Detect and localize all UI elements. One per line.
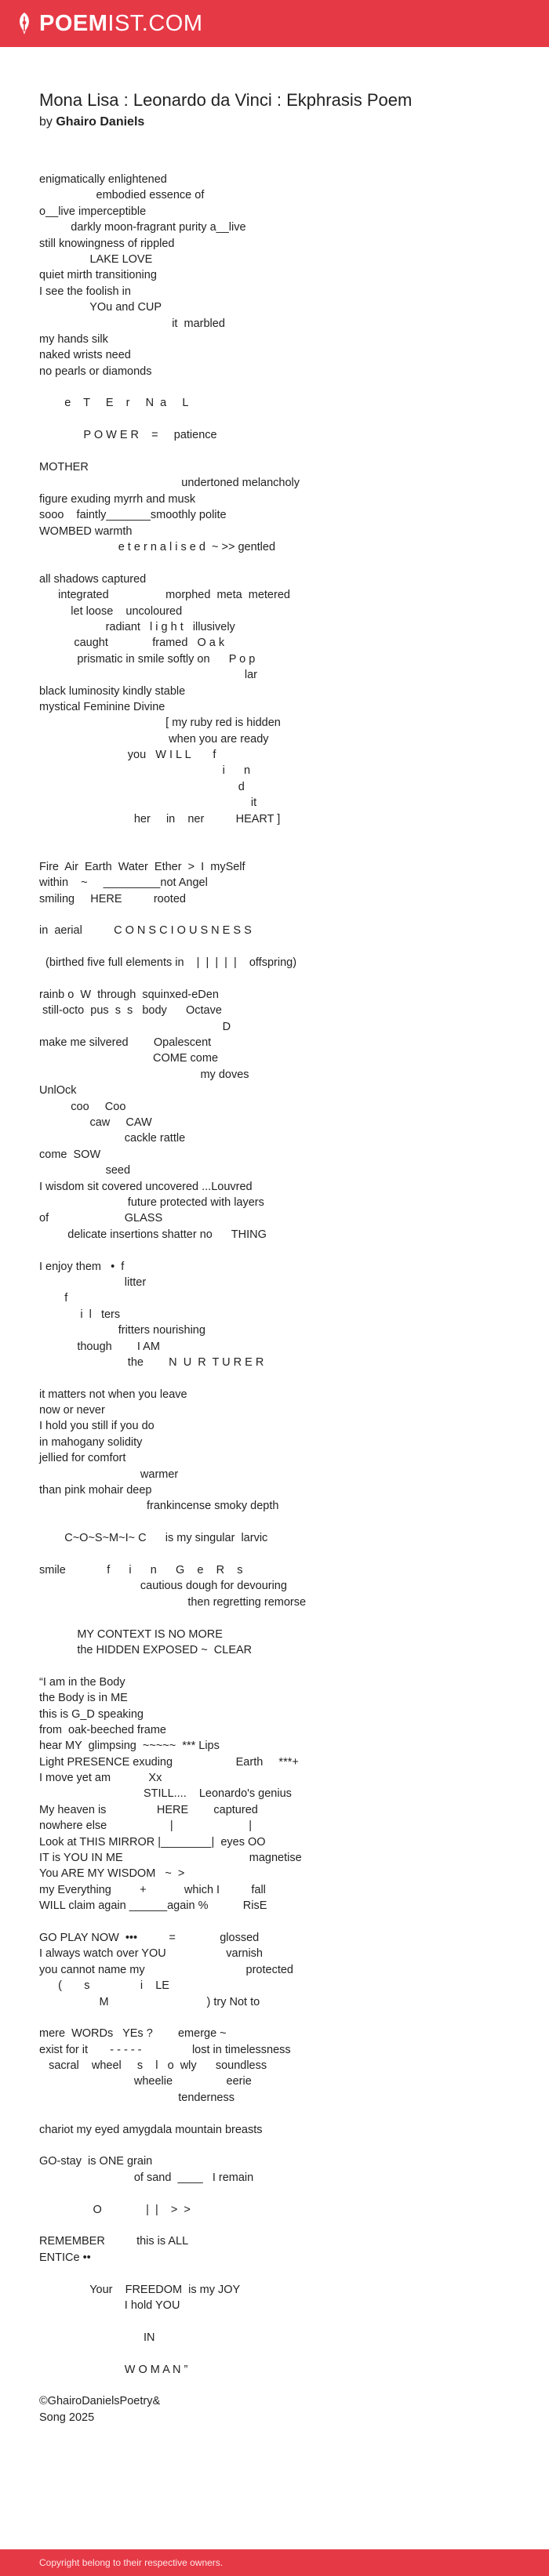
poem-line: integrated morphed meta metered [39,589,290,602]
author-link[interactable]: Ghairo Daniels [56,115,145,129]
poem-line: IT is YOU IN ME magnetise [39,1852,302,1865]
poem-line: delicate insertions shatter no THING [39,1228,267,1241]
poem-line: ENTICe •• [39,2251,91,2264]
poem-line: COME come [39,1052,219,1065]
poem-line: chariot my eyed amygdala mountain breasts [39,2123,263,2136]
poem-line: smile f i n G e R s [39,1563,243,1576]
poem-line: though I AM [39,1340,160,1353]
poem-body [39,172,525,2425]
poem-line: you cannot name my protected [39,1963,293,1976]
poem-line: rainb o W through squinxed-eDen [39,988,219,1001]
poem-line: IN [39,2331,155,2344]
poem-line: P O W E R = patience [39,429,217,442]
poem-line: come SOW [39,1148,101,1161]
poem-line: it matters not when you leave [39,1388,187,1401]
poem-line: now or never [39,1404,105,1417]
poem-line [39,379,525,395]
poem-line: [ my ruby red is hidden [39,717,281,730]
poem-line: cautious dough for devouring [39,1580,287,1593]
poem-line [39,907,525,923]
poem-line: cackle rattle [39,1132,186,1145]
poem-line [39,2138,525,2153]
poem-line [39,1610,525,1626]
poem-line: MOTHER [39,461,89,474]
poem-line: of sand ____ I remain [39,2171,254,2184]
poem-line: WOMBED warmth [39,524,133,538]
poem-line: than pink mohair deep [39,1484,152,1497]
poem-line: I see the foolish in [39,285,131,298]
poem-line: lar [39,669,257,682]
poem-line: within ~ _________not Angel [39,876,208,890]
poem-line: I hold YOU [39,2298,180,2312]
poem-line: smiling HERE rooted [39,892,186,905]
poem-line: Fire Air Earth Water Ether > I mySelf [39,860,245,873]
poem-line: i l ters [39,1308,121,1321]
poem-line: tenderness [39,2091,235,2104]
poem-line: mere WORDs YEs ? emerge ~ [39,2027,227,2041]
poem-line: sacral wheel s l o wly soundless [39,2059,267,2073]
poem-line: I hold you still if you do [39,1420,155,1433]
poem-line [39,827,525,843]
poem-line: warmer [39,1468,179,1481]
poem-line [39,971,525,987]
poem-line: radiant l i g h t illusively [39,620,235,633]
poem-line: still knowingness of rippled [39,237,175,250]
poem-line: my Everything + which I fall [39,1883,266,1896]
site-logo[interactable] [16,10,203,37]
poem-line [39,2378,525,2393]
poem-line [39,1547,525,1562]
poem-line: Light PRESENCE exuding Earth ***+ [39,1755,299,1769]
poem-line: YOu and CUP [39,301,162,314]
poem-line: prismatic in smile softly on P o p [39,652,256,666]
poem-line [39,2313,525,2329]
poem-line: W O M A N ” [39,2363,188,2376]
feather-pen-icon [16,12,33,35]
poem-line: quiet mirth transitioning [39,269,157,282]
poem-line: Look at THIS MIRROR |________| eyes OO [39,1835,266,1849]
poem-line: I move yet am Xx [39,1772,162,1785]
poem-line: the HIDDEN EXPOSED ~ CLEAR [39,1643,253,1656]
poem-line: future protected with layers [39,1196,264,1209]
poem-title: Mona Lisa : Leonardo da Vinci : Ekphrasis Poem [39,90,413,110]
poem-line: no pearls or diamonds [39,365,152,378]
poem-line: of GLASS [39,1212,163,1225]
poem-line: seed [39,1164,131,1177]
poem-line: frankincense smoky depth [39,1500,279,1513]
poem-line: nowhere else | | [39,1820,253,1833]
poem-line [39,2218,525,2233]
poem-line: d [39,780,245,793]
poem-line: embodied essence of [39,189,205,202]
poem-line: naked wrists need [39,349,131,362]
site-footer [0,2549,549,2576]
poem-line: o__live imperceptible [39,205,147,218]
poem-line [39,444,525,459]
poem-line: fritters nourishing [39,1324,205,1337]
poem-line [39,555,525,571]
poem-line: let loose uncoloured [39,604,183,618]
poem-line: i n [39,764,251,778]
poem-line: black luminosity kindly stable [39,684,186,698]
poem-line: my doves [39,1068,249,1081]
poem-line: my hands silk [39,332,108,346]
poem-byline [39,114,144,130]
poem-line: her in ner HEART ] [39,812,281,825]
poem-line: e T E r N a L [39,397,189,410]
poem-line: I enjoy them • f [39,1260,125,1273]
poem-line [39,2266,525,2281]
poem-line: this is G_D speaking [39,1707,144,1721]
poem-line: Song 2025 [39,2411,95,2424]
poem-line: Your FREEDOM is my JOY [39,2283,241,2296]
poem-line: in aerial C O N S C I O U S N E S S [39,924,252,938]
by-label: by [39,115,53,129]
poem-line: GO-stay is ONE grain [39,2155,153,2168]
site-header [0,0,549,47]
poem-line: caw CAW [39,1116,152,1130]
poem-line: coo Coo [39,1100,126,1113]
poem-line: the Body is in ME [39,1692,128,1705]
poem-line: sooo faintly_______smoothly polite [39,509,227,522]
poem-line: it marbled [39,317,225,330]
poem-line: enigmatically enlightened [39,173,167,186]
poem-line: C~O~S~M~I~ C is my singular larvic [39,1532,268,1545]
poem-line [39,412,525,427]
poem-line: WILL claim again ______again % RisE [39,1899,267,1913]
poem-line: darkly moon-fragrant purity a__live [39,221,246,234]
poem-line: GO PLAY NOW ••• = glossed [39,1931,260,1944]
poem-line [39,939,525,955]
poem-line: still-octo pus s s body Octave [39,1004,222,1018]
poem-line: in mahogany solidity [39,1435,143,1449]
poem-line: My heaven is HERE captured [39,1803,258,1816]
poem-line: D [39,1020,231,1033]
poem-line: exist for it - - - - - lost in timelessness [39,2043,291,2056]
poem-line: it [39,796,257,810]
poem-line [39,1370,525,1386]
poem-line [39,2346,525,2361]
poem-line [39,1658,525,1674]
poem-line: I wisdom sit covered uncovered ...Louvred [39,1180,253,1193]
poem-line: “I am in the Body [39,1675,125,1689]
poem-line [39,2186,525,2201]
poem-line [39,1515,525,1530]
poem-line [39,2106,525,2121]
copyright-text: Copyright belong to their respective owners. [39,2557,224,2568]
poem-line: M ) try Not to [39,1995,260,2008]
poem-line: all shadows captured [39,572,147,586]
poem-line: ©GhairoDanielsPoetry& [39,2395,161,2408]
poem-line [39,2010,525,2026]
poem-line: You ARE MY WISDOM ~ > [39,1867,185,1881]
poem-line: LAKE LOVE [39,252,153,266]
poem-line: make me silvered Opalescent [39,1036,212,1050]
poem-line: figure exuding myrrh and musk [39,492,196,506]
poem-line: jellied for comfort [39,1452,126,1465]
poem-line [39,843,525,858]
poem-line: hear MY glimpsing ~~~~~ *** Lips [39,1740,220,1753]
poem-line: f [39,1292,68,1305]
poem-line: (birthed five full elements in | | | | | offspring) [39,956,297,970]
poem-line: undertoned melancholy [39,477,300,490]
brand-name: POEMIST.COM [39,11,203,36]
poem-line [39,1243,525,1258]
poem-line: then regretting remorse [39,1595,307,1609]
poem-line: I always watch over YOU varnish [39,1947,263,1961]
poem-line: ( s i LE [39,1979,169,1993]
poem-line: O | | > > [39,2203,191,2216]
poem-line: UnlOck [39,1084,77,1098]
poem-line [39,1914,525,1930]
poem-line: from oak-beeched frame [39,1723,166,1736]
poem-line: when you are ready [39,732,269,746]
poem-line: mystical Feminine Divine [39,700,165,713]
poem-line: e t e r n a l i s e d ~ >> gentled [39,540,276,553]
poem-line: the N U R T U R E R [39,1355,264,1369]
poem-line: caught framed O a k [39,637,225,650]
poem-line: STILL.... Leonardo's genius [39,1787,292,1801]
poem-line: MY CONTEXT IS NO MORE [39,1627,223,1641]
poem-line: REMEMBER this is ALL [39,2235,189,2248]
poem-line: wheelie eerie [39,2075,252,2088]
poem-line: you W I L L f [39,749,216,762]
poem-line: litter [39,1275,147,1289]
